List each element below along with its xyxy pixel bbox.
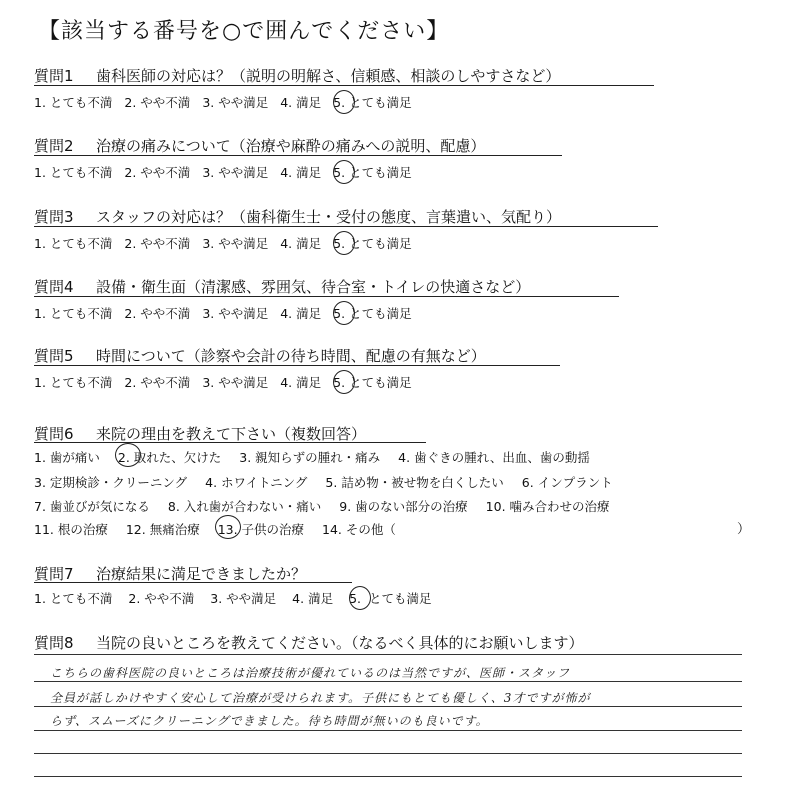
question-underline	[34, 365, 560, 366]
question-number: 質問8	[34, 634, 74, 652]
question-7-heading	[34, 563, 306, 584]
rating-option[interactable]: 2. やや不満	[124, 375, 191, 390]
rating-option[interactable]: 1. とても不満	[34, 236, 113, 251]
question-underline	[34, 226, 658, 227]
rating-option[interactable]: 4. 満足	[280, 236, 322, 251]
question-number: 質問3	[34, 208, 74, 226]
reason-option[interactable]: 10. 噛み合わせの治療	[485, 499, 610, 514]
rating-option[interactable]: 2. やや不満	[124, 306, 191, 321]
rating-option-label: とても満足	[349, 165, 412, 180]
rating-options	[34, 163, 424, 181]
reason-option[interactable]: 7. 歯並びが気になる	[34, 499, 150, 514]
rating-option[interactable]: 2. やや不満	[124, 236, 191, 251]
rating-option-selected[interactable]: 5.	[333, 95, 346, 110]
reason-option-selected[interactable]: 2. 取れた、欠けた	[117, 450, 222, 465]
question-8-heading	[34, 632, 584, 653]
rating-options	[34, 304, 424, 322]
rating-options	[34, 93, 424, 111]
other-paren-close: ）	[737, 522, 751, 537]
handwritten-answer-line: こちらの歯科医院の良いところは治療技術が優れているのは当然ですが、医師・スタッフ	[50, 666, 571, 680]
reason-option[interactable]: 8. 入れ歯が合わない・痛い	[167, 499, 322, 514]
handwritten-answer-line: らず、スムーズにクリーニングできました。待ち時間が無いのも良いです。	[50, 714, 489, 728]
question-text: 歯科医師の対応は？（説明の明解さ、信頼感、相談のしやすさなど）	[96, 67, 561, 85]
answer-rule	[34, 706, 742, 707]
question-number: 質問5	[34, 347, 74, 365]
question-text: スタッフの対応は？（歯科衛生士・受付の態度、言葉遣い、気配り）	[96, 208, 562, 226]
reason-option[interactable]: 6. インプラント	[521, 475, 613, 490]
answer-rule	[34, 681, 742, 682]
reason-option[interactable]: 5. 詰め物・被せ物を白くしたい	[325, 475, 504, 490]
rating-option[interactable]: 4. 満足	[280, 306, 322, 321]
rating-option[interactable]: 1. とても不満	[34, 95, 113, 110]
rating-option-selected[interactable]: 5.	[333, 165, 346, 180]
question-underline	[34, 85, 654, 86]
rating-option[interactable]: 2. やや不満	[124, 165, 191, 180]
rating-options	[34, 589, 444, 607]
question-text: 来院の理由を教えて下さい（複数回答）	[96, 425, 367, 443]
handwritten-answer-line: 全員が話しかけやすく安心して治療が受けられます。子供にもとても優しく、3才ですが怖が	[50, 691, 591, 705]
question-2-heading	[34, 135, 485, 156]
question-text: 治療結果に満足できましたか？	[96, 565, 307, 583]
rating-option-selected[interactable]: 5.	[333, 236, 346, 251]
rating-option[interactable]: 2. やや不満	[128, 591, 195, 606]
reason-option[interactable]: 12. 無痛治療	[125, 522, 200, 537]
reason-option[interactable]: 1. 歯が痛い	[34, 450, 100, 465]
rating-option[interactable]: 3. やや満足	[202, 95, 269, 110]
reason-option[interactable]: 3. 定期検診・クリーニング	[34, 475, 188, 490]
question-number: 質問1	[34, 67, 74, 85]
reason-option[interactable]: 4. ホワイトニング	[205, 475, 308, 490]
rating-option-selected[interactable]: 5.	[349, 591, 361, 606]
rating-options	[34, 234, 424, 252]
question-underline	[34, 155, 562, 156]
rating-option[interactable]: 4. 満足	[280, 165, 322, 180]
question-text: 時間について（診察や会計の待ち時間、配慮の有無など）	[96, 347, 486, 365]
rating-option[interactable]: 1. とても不満	[34, 375, 113, 390]
rating-option[interactable]: 2. やや不満	[124, 95, 191, 110]
rating-option[interactable]: 4. 満足	[280, 375, 322, 390]
rating-option-label: とても満足	[368, 591, 432, 606]
rating-option[interactable]: 4. 満足	[292, 591, 334, 606]
question-number: 質問2	[34, 137, 74, 155]
answer-rule	[34, 730, 742, 731]
rating-option-selected[interactable]: 5.	[333, 306, 346, 321]
question-3-heading	[34, 206, 561, 227]
rating-option[interactable]: 3. やや満足	[202, 306, 269, 321]
question-text: 当院の良いところを教えてください。（なるべく具体的にお願いします）	[96, 634, 584, 652]
question-1-heading	[34, 65, 560, 86]
rating-option-label: とても満足	[349, 375, 412, 390]
question-number: 質問7	[34, 565, 74, 583]
rating-option[interactable]: 3. やや満足	[210, 591, 277, 606]
rating-option[interactable]: 3. やや満足	[202, 236, 269, 251]
reason-option[interactable]: 9. 歯のない部分の治療	[339, 499, 468, 514]
reason-row-4	[34, 520, 410, 538]
question-6-heading	[34, 423, 366, 444]
question-underline	[34, 296, 619, 297]
question-number: 質問6	[34, 425, 74, 443]
reason-option[interactable]: 3. 親知らずの腫れ・痛み	[239, 450, 381, 465]
rating-option[interactable]: 3. やや満足	[202, 165, 269, 180]
answer-rule	[34, 776, 742, 777]
answer-rule	[34, 654, 742, 655]
reason-row-3	[34, 497, 624, 515]
reason-row-1	[34, 448, 604, 466]
rating-option[interactable]: 1. とても不満	[34, 165, 113, 180]
question-text: 治療の痛みについて（治療や麻酔の痛みへの説明、配慮）	[96, 137, 486, 155]
reason-option[interactable]: 11. 根の治療	[34, 522, 108, 537]
question-4-heading	[34, 276, 530, 297]
question-text: 設備・衛生面（清潔感、雰囲気、待合室・トイレの快適さなど）	[96, 278, 531, 296]
reason-option-other[interactable]: 14. その他（	[322, 522, 396, 537]
reason-row-2	[34, 473, 627, 491]
rating-option-label: とても満足	[349, 236, 412, 251]
page-title: 【該当する番号を○で囲んでください】	[38, 19, 450, 44]
reason-option[interactable]: 4. 歯ぐきの腫れ、出血、歯の動揺	[398, 450, 590, 465]
rating-option[interactable]: 1. とても不満	[34, 306, 113, 321]
rating-option[interactable]: 3. やや満足	[202, 375, 269, 390]
rating-option[interactable]: 1. とても不満	[34, 591, 113, 606]
reason-option-selected[interactable]: 13. 子供の治療	[217, 522, 305, 537]
question-underline	[34, 442, 426, 443]
question-underline	[34, 582, 352, 583]
rating-option[interactable]: 4. 満足	[280, 95, 322, 110]
rating-option-label: とても満足	[349, 95, 412, 110]
rating-option-selected[interactable]: 5.	[333, 375, 346, 390]
answer-rule	[34, 753, 742, 754]
question-number: 質問4	[34, 278, 74, 296]
rating-option-label: とても満足	[349, 306, 412, 321]
question-5-heading	[34, 345, 486, 366]
rating-options	[34, 373, 424, 391]
